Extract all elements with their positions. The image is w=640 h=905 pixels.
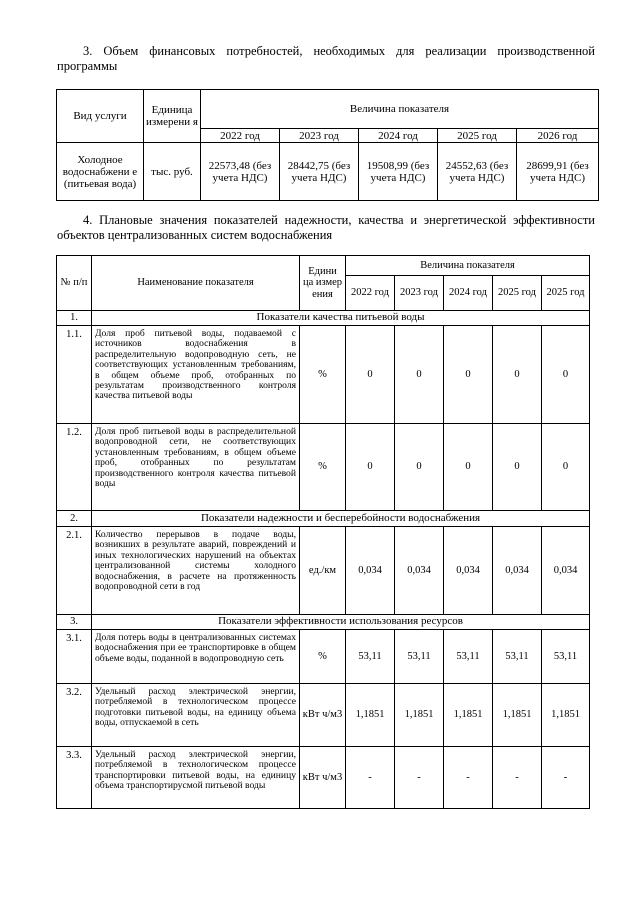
row-num: 1.2. [57,424,92,511]
group-num: 3. [57,615,92,630]
header-value: Величина показателя [201,90,599,129]
header-year: 2022 год [346,276,395,311]
indicator-name: Удельный расход электрической энергии, потребляемой в технологическом процессе транспортировки питьевой воды, на единицу объема транспортирусмой питьевой воды [92,747,300,809]
group-num: 1. [57,311,92,326]
value-cell: 0 [395,424,444,511]
header-year: 2022 год [201,129,280,143]
indicator-name: Удельный расход электрической энергии, потребляемой в технологическом процессе подготовки питьевой воды, на единицу объема воды, отпускаемой в сеть [92,684,300,747]
value-cell: 1,1851 [444,684,493,747]
value-cell: 1,1851 [542,684,590,747]
value-cell: - [542,747,590,809]
value-cell: 24552,63 (без учета НДС) [438,143,517,201]
value-cell: 1,1851 [493,684,542,747]
header-unit: Единица измерени я [144,90,201,143]
indicator-name: Доля потерь воды в централизованных системах водоснабжения при ее транспортировке в общем объеме воды, поданной в водопроводную сеть [92,630,300,684]
group-title: Показатели надежности и бесперебойности водоснабжения [92,511,590,527]
financial-needs-table [56,89,599,201]
value-cell: 28442,75 (без учета НДС) [280,143,359,201]
value-cell: 0 [542,424,590,511]
header-year: 2025 год [438,129,517,143]
row-num: 3.2. [57,684,92,747]
value-cell: 0 [346,326,395,424]
header-year: 2023 год [395,276,444,311]
header-num: № п/п [57,256,92,311]
indicator-name: Доля проб питьевой воды, подаваемой с источников водоснабжения в распределительную водопроводную сеть, не соответствующих установленным требованиям, в общем объеме проб, отобранных по результатам производственного контроля качества питьевой воды [92,326,300,424]
value-cell: 0,034 [493,527,542,615]
service-unit: тыс. руб. [144,143,201,201]
value-cell: 0 [346,424,395,511]
value-cell: - [395,747,444,809]
service-name: Холодное водоснабжени е (питьевая вода) [57,143,144,201]
indicator-unit: кВт ч/м3 [300,747,346,809]
row-num: 1.1. [57,326,92,424]
row-num: 3.3. [57,747,92,809]
group-num: 2. [57,511,92,527]
value-cell: 19508,99 (без учета НДС) [359,143,438,201]
header-year: 2024 год [444,276,493,311]
header-year: 2025 год [493,276,542,311]
value-cell: 0 [444,424,493,511]
indicator-unit: ед./км [300,527,346,615]
value-cell: - [493,747,542,809]
value-cell: 0,034 [444,527,493,615]
row-num: 2.1. [57,527,92,615]
value-cell: 22573,48 (без учета НДС) [201,143,280,201]
indicator-name: Доля проб питьевой воды в распределительной водопроводной сети, не соответствующих установленным требованиям, в общем объеме проб, отобранных по результатам производственного контроля качества питьевой воды [92,424,300,511]
header-value: Величина показателя [346,256,590,276]
value-cell: 53,11 [493,630,542,684]
value-cell: 0 [493,326,542,424]
indicator-unit: % [300,326,346,424]
value-cell: 53,11 [542,630,590,684]
value-cell: 1,1851 [395,684,444,747]
header-year: 2024 год [359,129,438,143]
header-service: Вид услуги [57,90,144,143]
value-cell: 0,034 [542,527,590,615]
header-year: 2025 год [542,276,590,311]
value-cell: 0 [395,326,444,424]
header-year: 2026 год [517,129,599,143]
section-3-heading: 3. Объем финансовых потребностей, необходимых для реализации производственной программы [57,44,595,73]
indicator-unit: % [300,424,346,511]
indicator-unit: кВт ч/м3 [300,684,346,747]
value-cell: 53,11 [395,630,444,684]
value-cell: 0,034 [395,527,444,615]
header-year: 2023 год [280,129,359,143]
value-cell: 28699,91 (без учета НДС) [517,143,599,201]
indicator-unit: % [300,630,346,684]
group-title: Показатели качества питьевой воды [92,311,590,326]
header-unit: Едини ца измер ения [300,256,346,311]
value-cell: 53,11 [444,630,493,684]
value-cell: 53,11 [346,630,395,684]
value-cell: - [346,747,395,809]
indicators-table [56,255,590,809]
row-num: 3.1. [57,630,92,684]
group-title: Показатели эффективности использования ресурсов [92,615,590,630]
value-cell: 0 [493,424,542,511]
header-name: Наименование показателя [92,256,300,311]
value-cell: - [444,747,493,809]
value-cell: 0 [542,326,590,424]
value-cell: 1,1851 [346,684,395,747]
value-cell: 0,034 [346,527,395,615]
section-4-heading: 4. Плановые значения показателей надежности, качества и энергетической эффективности объектов централизованных систем водоснабжения [57,213,595,242]
value-cell: 0 [444,326,493,424]
indicator-name: Количество перерывов в подаче воды, возникших в результате аварий, повреждений и иных технологических нарушений на объектах централизованной системы холодного водоснабжения, в расчете на протяженность водопроводной сети в год [92,527,300,615]
